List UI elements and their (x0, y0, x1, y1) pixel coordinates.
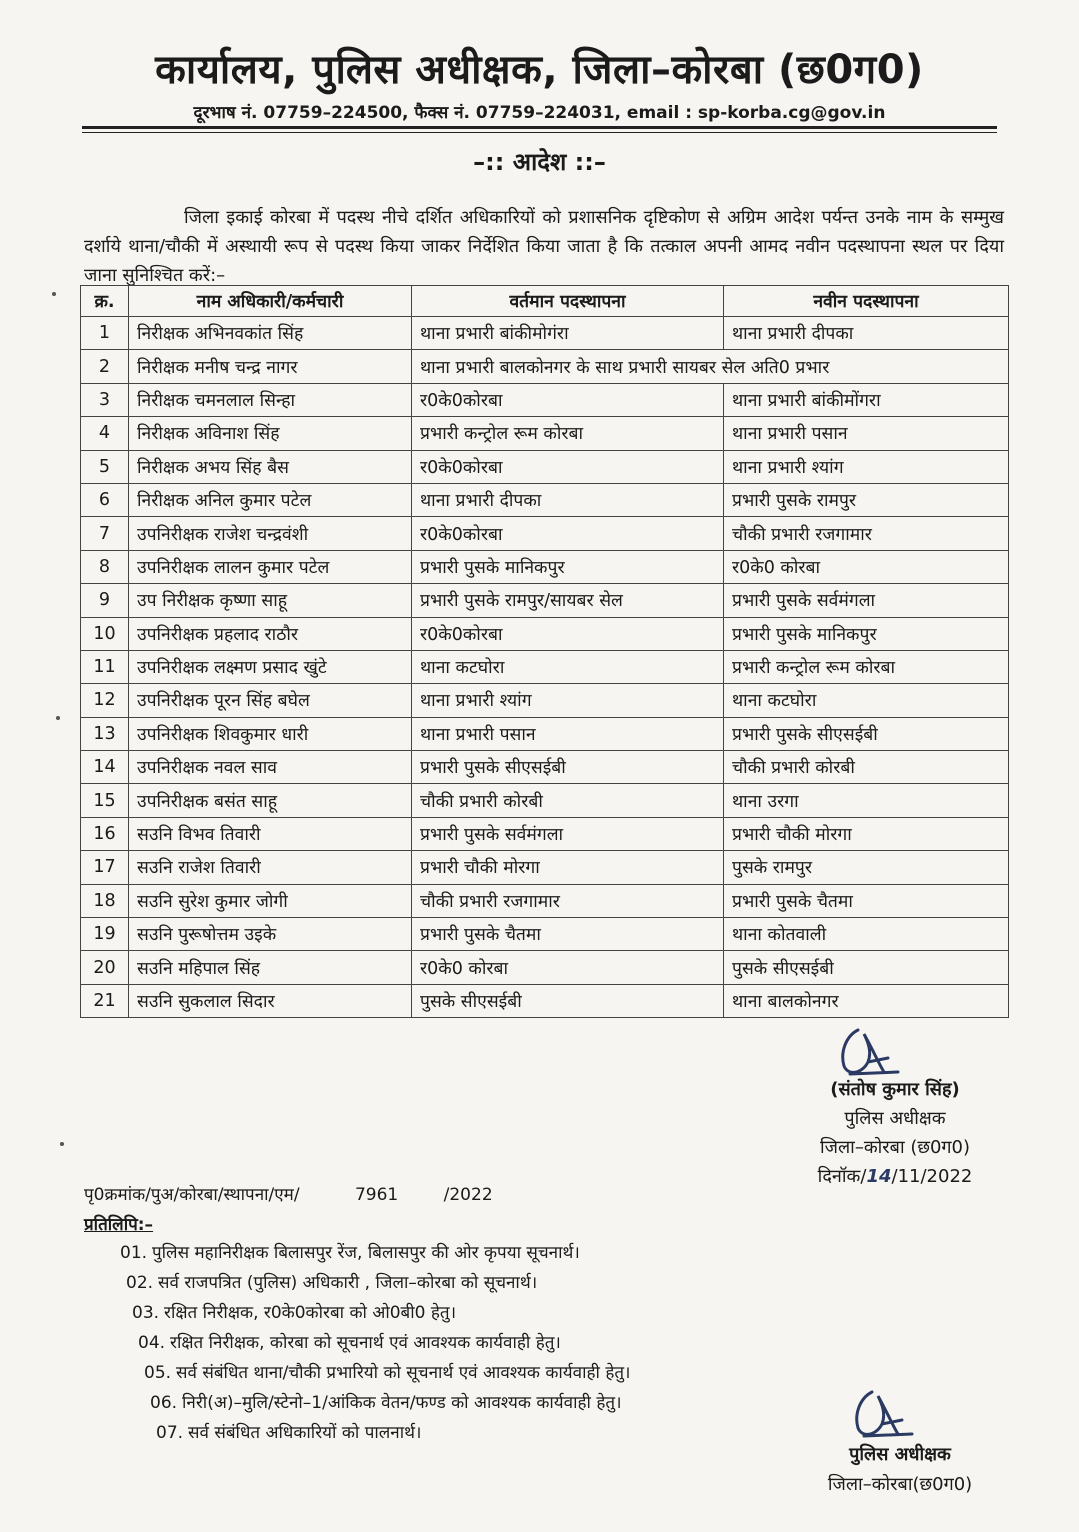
row-serial: 12 (81, 684, 129, 717)
table-row (81, 984, 1009, 1017)
row-new-posting: प्रभारी पुसके चैतमा (724, 884, 1009, 917)
row-current-posting: प्रभारी पुसके सीएसईबी (412, 751, 724, 784)
table-row (81, 918, 1009, 951)
col-header-name: नाम अधिकारी/कर्मचारी (129, 286, 412, 317)
col-header-sr: क्र. (81, 286, 129, 317)
copy-item-number: 02. (126, 1273, 154, 1293)
row-current-posting: चौकी प्रभारी कोरबी (412, 784, 724, 817)
copy-item-number: 07. (156, 1423, 184, 1443)
row-current-posting: र0के0 कोरबा (412, 951, 724, 984)
row-new-posting: पुसके रामपुर (724, 851, 1009, 884)
row-current-posting: प्रभारी पुसके रामपुर/सायबर सेल (412, 584, 724, 617)
row-name: उपनिरीक्षक शिवकुमार धारी (129, 717, 412, 750)
table-row (81, 617, 1009, 650)
row-serial: 7 (81, 517, 129, 550)
row-serial: 13 (81, 717, 129, 750)
row-new-posting: थाना प्रभारी दीपका (724, 317, 1009, 350)
row-current-posting: प्रभारी पुसके मानिकपुर (412, 550, 724, 583)
row-serial: 10 (81, 617, 129, 650)
row-name: सउनि सुरेश कुमार जोगी (129, 884, 412, 917)
row-new-posting: प्रभारी पुसके सीएसईबी (724, 717, 1009, 750)
row-name: सउनि पुरूषोत्तम उइके (129, 918, 412, 951)
row-name: उपनिरीक्षक प्रहलाद राठौर (129, 617, 412, 650)
row-current-posting: थाना कटघोरा (412, 650, 724, 683)
posting-table (80, 285, 1009, 1018)
signature-mark-2 (842, 1384, 922, 1444)
reference-year: /2022 (443, 1185, 493, 1205)
row-current-posting: प्रभारी पुसके सर्वमंगला (412, 817, 724, 850)
row-name: सउनि महिपाल सिंह (129, 951, 412, 984)
copy-item-number: 03. (132, 1303, 160, 1323)
col-header-new: नवीन पदस्थापना (724, 286, 1009, 317)
copy-item (132, 1298, 631, 1328)
table-row (81, 717, 1009, 750)
copy-item-number: 05. (144, 1363, 172, 1383)
col-header-current: वर्तमान पदस्थापना (412, 286, 724, 317)
copy-item-text: निरी(अ)–मुलि/स्टेनो–1/आंकिक वेतन/फण्ड को आवश्यक कार्यवाही हेतु। (182, 1393, 622, 1413)
row-current-posting: र0के0कोरबा (412, 517, 724, 550)
row-new-posting: थाना प्रभारी बांकीमोंगरा (724, 383, 1009, 416)
table-row (81, 817, 1009, 850)
copy-item-number: 04. (138, 1333, 166, 1353)
signature-block (780, 1075, 1010, 1191)
table-row (81, 884, 1009, 917)
table-row (81, 751, 1009, 784)
copy-to-label: प्रतिलिपि:– (84, 1215, 154, 1235)
contact-line: दूरभाष नं. 07759–224500, फैक्स नं. 07759–224031, email : sp-korba.cg@gov.in (193, 103, 886, 123)
copy-item (120, 1238, 631, 1268)
copy-item-text: पुलिस महानिरीक्षक बिलासपुर रेंज, बिलासपुर की ओर कृपया सूचनार्थ। (152, 1243, 580, 1263)
table-row (81, 784, 1009, 817)
row-name: निरीक्षक अभय सिंह बैस (129, 450, 412, 483)
row-current-posting: थाना प्रभारी दीपका (412, 483, 724, 516)
row-new-posting: प्रभारी पुसके मानिकपुर (724, 617, 1009, 650)
signature-mark (828, 1022, 908, 1082)
table-row (81, 483, 1009, 516)
scan-speck (56, 716, 60, 720)
row-serial: 21 (81, 984, 129, 1017)
copy-item-number: 01. (120, 1243, 148, 1263)
reference-prefix: पृ0क्रमांक/पुअ/कोरबा/स्थापना/एम/ (84, 1185, 300, 1205)
row-new-posting: प्रभारी पुसके सर्वमंगला (724, 584, 1009, 617)
table-row (81, 851, 1009, 884)
copy-item (126, 1268, 631, 1298)
table-row (81, 951, 1009, 984)
table-row (81, 417, 1009, 450)
row-serial: 3 (81, 383, 129, 416)
row-serial: 16 (81, 817, 129, 850)
footer-signature-block (800, 1440, 1000, 1500)
row-current-posting: थाना प्रभारी श्यांग (412, 684, 724, 717)
date-label: दिनॉक (817, 1166, 861, 1187)
row-new-posting: प्रभारी कन्ट्रोल रूम कोरबा (724, 650, 1009, 683)
copy-item-text: रक्षित निरीक्षक, र0के0कोरबा को ओ0बी0 हेतु। (164, 1303, 457, 1323)
table-row (81, 650, 1009, 683)
row-new-posting: पुसके सीएसईबी (724, 951, 1009, 984)
row-current-posting: थाना प्रभारी बांकीमोगंरा (412, 317, 724, 350)
row-current-posting: र0के0कोरबा (412, 383, 724, 416)
footer-designation: पुलिस अधीक्षक (849, 1444, 951, 1465)
order-heading: –:: आदेश ::– (473, 148, 606, 176)
row-name: उपनिरीक्षक बसंत साहू (129, 784, 412, 817)
row-name: निरीक्षक अभिनवकांत सिंह (129, 317, 412, 350)
row-serial: 9 (81, 584, 129, 617)
row-name: उप निरीक्षक कृष्णा साहू (129, 584, 412, 617)
scan-speck (60, 1142, 64, 1146)
row-serial: 2 (81, 350, 129, 383)
row-serial: 1 (81, 317, 129, 350)
row-name: सउनि राजेश तिवारी (129, 851, 412, 884)
row-name: उपनिरीक्षक पूरन सिंह बघेल (129, 684, 412, 717)
table-row (81, 517, 1009, 550)
table-row (81, 350, 1009, 383)
header-rule-thin (82, 132, 997, 133)
row-name: उपनिरीक्षक लक्ष्मण प्रसाद खुंटे (129, 650, 412, 683)
row-serial: 18 (81, 884, 129, 917)
copy-item (138, 1328, 631, 1358)
row-serial: 14 (81, 751, 129, 784)
officer-designation: पुलिस अधीक्षक (844, 1108, 946, 1129)
row-serial: 11 (81, 650, 129, 683)
row-current-posting: चौकी प्रभारी रजगामार (412, 884, 724, 917)
scan-speck (52, 292, 56, 296)
row-name: निरीक्षक अविनाश सिंह (129, 417, 412, 450)
row-name: निरीक्षक अनिल कुमार पटेल (129, 483, 412, 516)
row-current-posting: प्रभारी पुसके चैतमा (412, 918, 724, 951)
row-new-posting: थाना प्रभारी पसान (724, 417, 1009, 450)
row-serial: 15 (81, 784, 129, 817)
row-name: निरीक्षक चमनलाल सिन्हा (129, 383, 412, 416)
copy-item (150, 1388, 631, 1418)
table-row (81, 684, 1009, 717)
row-serial: 5 (81, 450, 129, 483)
row-new-posting: थाना कटघोरा (724, 684, 1009, 717)
row-new-posting: थाना प्रभारी श्यांग (724, 450, 1009, 483)
copy-item-number: 06. (150, 1393, 178, 1413)
officer-district: जिला–कोरबा (छ0ग0) (819, 1137, 971, 1158)
table-row (81, 584, 1009, 617)
copy-item (156, 1418, 631, 1448)
copy-item-text: सर्व संबंधित थाना/चौकी प्रभारियो को सूचनार्थ एवं आवश्यक कार्यवाही हेतु। (176, 1363, 631, 1383)
officer-name: (संतोष कुमार सिंह) (830, 1079, 960, 1100)
header-rule (82, 126, 997, 129)
table-row (81, 450, 1009, 483)
table-row (81, 317, 1009, 350)
date-rest: /11/2022 (891, 1166, 973, 1187)
row-new-posting: चौकी प्रभारी रजगामार (724, 517, 1009, 550)
row-serial: 17 (81, 851, 129, 884)
row-current-posting: पुसके सीएसईबी (412, 984, 724, 1017)
row-new-posting: थाना बालकोनगर (724, 984, 1009, 1017)
order-date: दिनॉक/14/11/2022 (817, 1166, 973, 1187)
copy-item-text: रक्षित निरीक्षक, कोरबा को सूचनार्थ एवं आवश्यक कार्यवाही हेतु। (170, 1333, 561, 1353)
row-current-posting: प्रभारी कन्ट्रोल रूम कोरबा (412, 417, 724, 450)
row-current-posting: थाना प्रभारी पसान (412, 717, 724, 750)
office-title: कार्यालय, पुलिस अधीक्षक, जिला–कोरबा (छ0ग0) (155, 47, 924, 93)
row-serial: 6 (81, 483, 129, 516)
copy-item-text: सर्व संबंधित अधिकारियों को पालनार्थ। (188, 1423, 422, 1443)
table-row (81, 383, 1009, 416)
row-new-posting: थाना कोतवाली (724, 918, 1009, 951)
row-current-posting: थाना प्रभारी बालकोनगर के साथ प्रभारी सायबर सेल अति0 प्रभार (412, 350, 1009, 383)
reference-no: 7961 (354, 1185, 399, 1205)
copy-list (120, 1238, 631, 1448)
copy-item (144, 1358, 631, 1388)
row-name: सउनि विभव तिवारी (129, 817, 412, 850)
footer-district: जिला–कोरबा(छ0ग0) (827, 1474, 973, 1495)
copy-item-text: सर्व राजपत्रित (पुलिस) अधिकारी , जिला–कोरबा को सूचनार्थ। (158, 1273, 538, 1293)
row-serial: 4 (81, 417, 129, 450)
row-new-posting: र0के0 कोरबा (724, 550, 1009, 583)
row-current-posting: र0के0कोरबा (412, 450, 724, 483)
order-intro: जिला इकाई कोरबा में पदस्थ नीचे दर्शित अधिकारियों को प्रशासनिक दृष्टिकोण से अग्रिम आदेश पर्यन्त उनके नाम के सम्मुख दर्शाये थाना/चौकी में अस्थायी रूप से पदस्थ किया जाकर निर्देशित किया जाता है कि तत्काल अपनी आमद नवीन पदस्थापना स्थल पर दिया जाना सुनिश्चित करें:– (84, 207, 1004, 286)
table-header-row (81, 286, 1009, 317)
row-new-posting: प्रभारी पुसके रामपुर (724, 483, 1009, 516)
row-name: सउनि सुकलाल सिदार (129, 984, 412, 1017)
reference-number (84, 1182, 493, 1205)
row-current-posting: र0के0कोरबा (412, 617, 724, 650)
row-serial: 20 (81, 951, 129, 984)
row-new-posting: चौकी प्रभारी कोरबी (724, 751, 1009, 784)
row-name: निरीक्षक मनीष चन्द्र नागर (129, 350, 412, 383)
row-name: उपनिरीक्षक राजेश चन्द्रवंशी (129, 517, 412, 550)
row-serial: 8 (81, 550, 129, 583)
row-serial: 19 (81, 918, 129, 951)
row-current-posting: प्रभारी चौकी मोरगा (412, 851, 724, 884)
row-name: उपनिरीक्षक लालन कुमार पटेल (129, 550, 412, 583)
row-new-posting: थाना उरगा (724, 784, 1009, 817)
row-name: उपनिरीक्षक नवल साव (129, 751, 412, 784)
date-day: 14 (866, 1166, 892, 1187)
row-new-posting: प्रभारी चौकी मोरगा (724, 817, 1009, 850)
table-row (81, 550, 1009, 583)
